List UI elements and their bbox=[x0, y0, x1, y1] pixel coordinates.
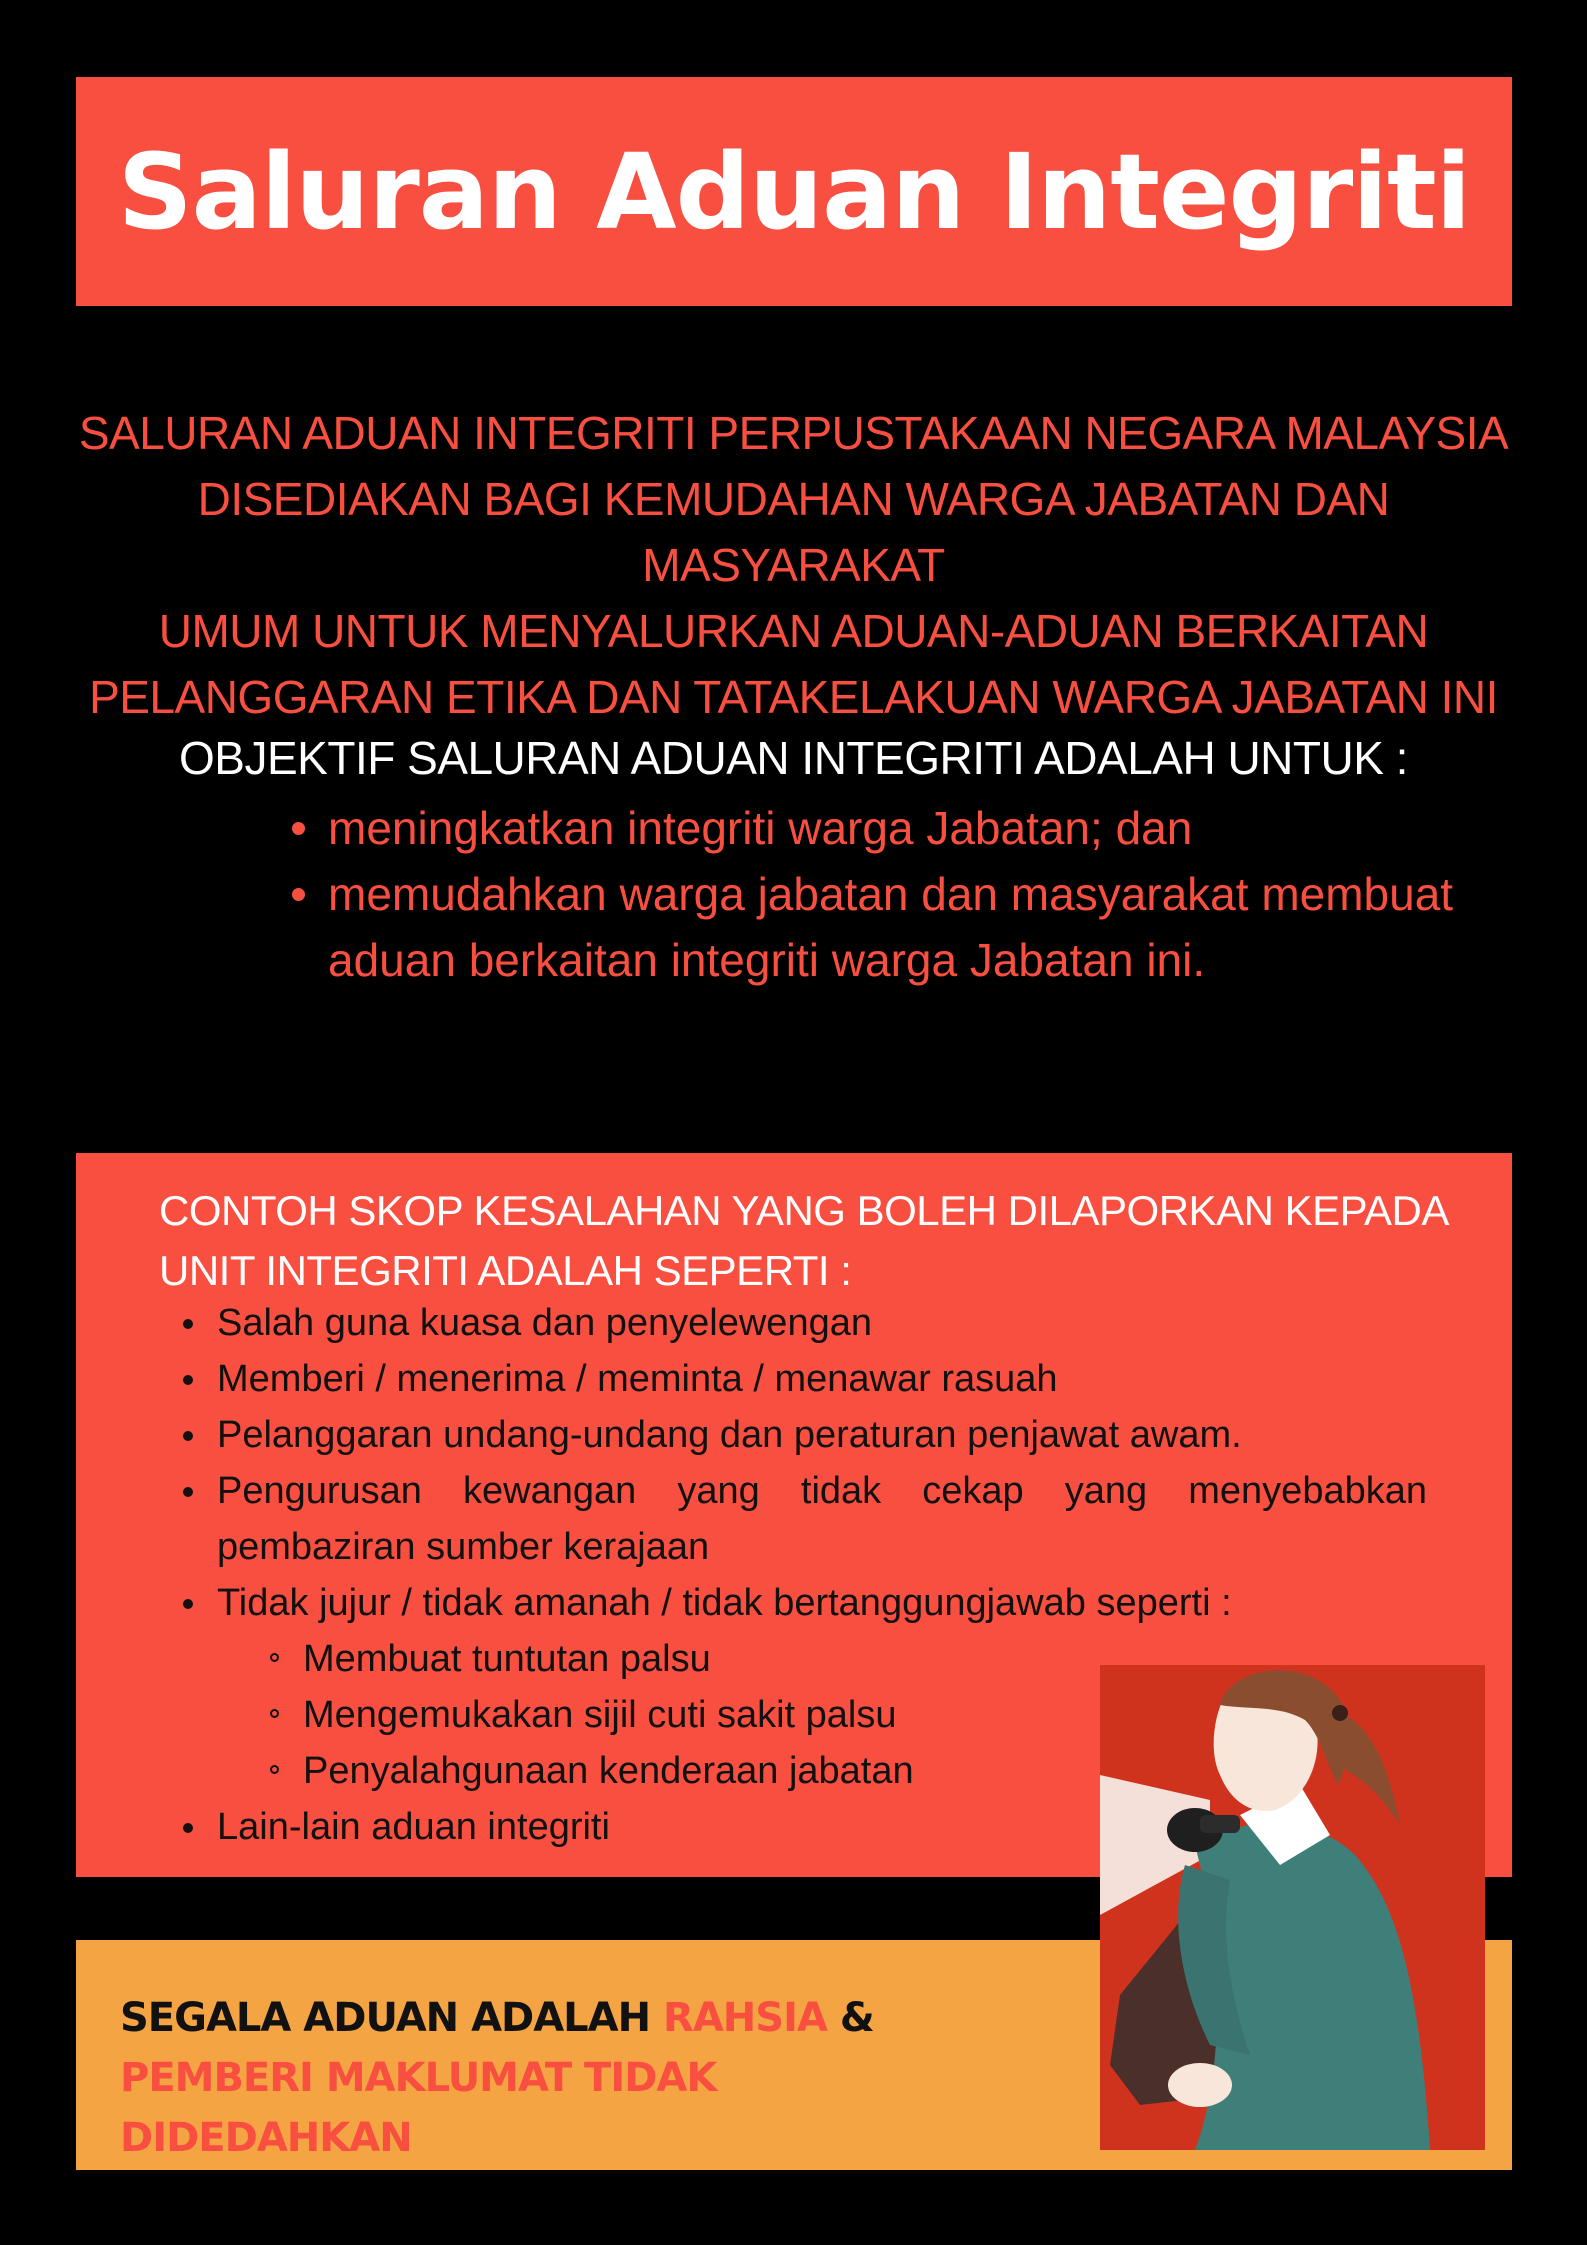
list-item bbox=[183, 1295, 1427, 1351]
footer-highlight: PEMBERI MAKLUMAT TIDAK DIDEDAHKAN bbox=[120, 2055, 717, 2161]
intro-text bbox=[60, 400, 1527, 730]
circle-bullet-icon bbox=[270, 1765, 279, 1774]
page-title: Saluran Aduan Integriti bbox=[117, 130, 1471, 253]
intro-line: PELANGGARAN ETIKA DAN TATAKELAKUAN WARGA JABATAN INI bbox=[89, 671, 1498, 723]
list-item bbox=[292, 795, 1492, 861]
circle-bullet-icon bbox=[270, 1709, 279, 1718]
scope-item-text: Pengurusan kewangan yang tidak cekap yang menyebabkan pembaziran sumber kerajaan bbox=[217, 1470, 1427, 1568]
intro-line: UMUM UNTUK MENYALURKAN ADUAN-ADUAN BERKAITAN bbox=[158, 605, 1429, 657]
bullet-icon bbox=[183, 1823, 193, 1833]
list-item bbox=[183, 1407, 1427, 1463]
bullet-icon bbox=[292, 822, 305, 835]
confidentiality-text bbox=[120, 1988, 1020, 2168]
title-banner bbox=[76, 77, 1512, 306]
scope-heading: CONTOH SKOP KESALAHAN YANG BOLEH DILAPORKAN KEPADA UNIT INTEGRITI ADALAH SEPERTI : bbox=[159, 1187, 1447, 1294]
scope-item-text: Tidak jujur / tidak amanah / tidak bertanggungjawab seperti : bbox=[217, 1582, 1232, 1624]
scope-item-text: Memberi / menerima / meminta / menawar rasuah bbox=[217, 1358, 1058, 1400]
list-item bbox=[183, 1351, 1427, 1407]
scope-item-text: Salah guna kuasa dan penyelewengan bbox=[217, 1302, 872, 1344]
footer-text-part: & bbox=[826, 1995, 874, 2041]
bullet-icon bbox=[292, 888, 305, 901]
footer-text-part: SEGALA ADUAN ADALAH bbox=[120, 1995, 664, 2041]
objectives-heading: OBJEKTIF SALURAN ADUAN INTEGRITI ADALAH UNTUK : bbox=[179, 732, 1408, 784]
objectives-list bbox=[292, 795, 1492, 993]
sub-item-text: Membuat tuntutan palsu bbox=[303, 1638, 711, 1680]
circle-bullet-icon bbox=[270, 1653, 279, 1662]
bullet-icon bbox=[183, 1599, 193, 1609]
footer-highlight: RAHSIA bbox=[663, 1995, 827, 2041]
bullet-icon bbox=[183, 1431, 193, 1441]
objective-text: meningkatkan integriti warga Jabatan; dan bbox=[328, 802, 1193, 854]
sub-item-text: Penyalahgunaan kenderaan jabatan bbox=[303, 1750, 914, 1792]
objective-text: memudahkan warga jabatan dan masyarakat membuat aduan berkaitan integriti warga Jabatan ini. bbox=[328, 868, 1454, 986]
bullet-icon bbox=[183, 1375, 193, 1385]
list-item bbox=[292, 861, 1492, 993]
bullet-icon bbox=[183, 1487, 193, 1497]
list-item bbox=[183, 1463, 1427, 1575]
scope-item-text: Lain-lain aduan integriti bbox=[217, 1806, 610, 1848]
bullet-icon bbox=[183, 1319, 193, 1329]
scope-item-text: Pelanggaran undang-undang dan peraturan penjawat awam. bbox=[217, 1414, 1242, 1456]
whistleblower-woman-icon bbox=[1100, 1665, 1485, 2150]
sub-item-text: Mengemukakan sijil cuti sakit palsu bbox=[303, 1694, 897, 1736]
intro-line: SALURAN ADUAN INTEGRITI PERPUSTAKAAN NEGARA MALAYSIA bbox=[78, 407, 1509, 459]
intro-line: DISEDIAKAN BAGI KEMUDAHAN WARGA JABATAN DAN MASYARAKAT bbox=[197, 473, 1390, 591]
